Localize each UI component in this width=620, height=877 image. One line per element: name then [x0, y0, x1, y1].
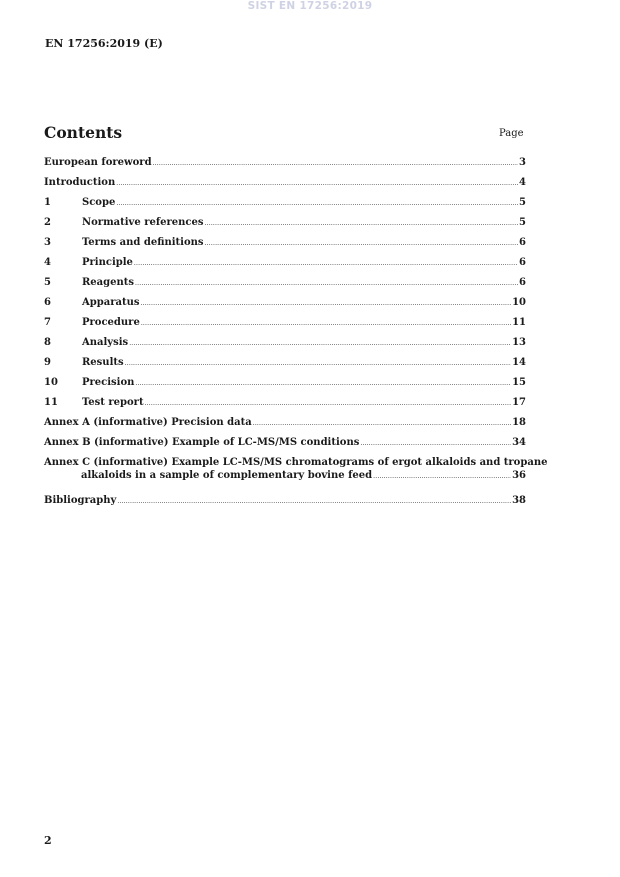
toc-leader-dots — [253, 417, 511, 430]
toc-leader-dots — [205, 237, 519, 250]
toc-entry-test-report[interactable] — [44, 396, 526, 416]
toc-entry-number: 11 — [44, 397, 58, 408]
toc-entry-title: Bibliography — [44, 495, 117, 506]
toc-entry-annex-c[interactable] — [44, 456, 548, 494]
toc-entry-precision[interactable] — [44, 376, 526, 396]
toc-entry-reagents[interactable] — [44, 276, 526, 296]
toc-leader-dots — [125, 357, 511, 370]
toc-leader-dots — [373, 470, 511, 483]
toc-entry-page: 36 — [512, 470, 526, 481]
toc-entry-title: Annex B (informative) Example of LC-MS/MS conditions — [44, 437, 360, 448]
toc-entry-normative-references[interactable] — [44, 216, 526, 236]
toc-entry-title-line1: Annex C (informative) Example LC-MS/MS chromatograms of ergot alkaloids and tropane — [44, 457, 548, 468]
toc-leader-dots — [134, 257, 518, 270]
toc-entry-page: 4 — [519, 177, 526, 188]
toc-entry-number: 9 — [44, 357, 51, 368]
toc-entry-bibliography[interactable] — [44, 494, 526, 514]
toc-entry-title: Annex A (informative) Precision data — [44, 417, 252, 428]
toc-entry-number: 7 — [44, 317, 51, 328]
toc-entry-page: 5 — [519, 217, 526, 228]
toc-entry-number: 5 — [44, 277, 51, 288]
toc-entry-title: European foreword — [44, 157, 152, 168]
toc-entry-title: Precision — [82, 377, 135, 388]
toc-entry-title: Results — [82, 357, 124, 368]
contents-title: Contents — [44, 123, 123, 142]
toc-entry-introduction[interactable] — [44, 176, 526, 196]
toc-leader-dots — [117, 495, 511, 508]
toc-entry-scope[interactable] — [44, 196, 526, 216]
toc-leader-dots — [145, 397, 512, 410]
toc-entry-title: Procedure — [82, 317, 140, 328]
toc-leader-dots — [153, 157, 518, 170]
toc-entry-number: 6 — [44, 297, 51, 308]
toc-entry-analysis[interactable] — [44, 336, 526, 356]
toc-entry-page: 15 — [512, 377, 526, 388]
toc-entry-page: 13 — [512, 337, 526, 348]
toc-entry-page: 34 — [512, 437, 526, 448]
toc-entry-number: 2 — [44, 217, 51, 228]
toc-entry-page: 38 — [512, 495, 526, 506]
toc-entry-number: 4 — [44, 257, 51, 268]
document-id: EN 17256:2019 (E) — [45, 37, 163, 50]
toc-entry-page: 6 — [519, 277, 526, 288]
toc-entry-title: Normative references — [82, 217, 204, 228]
toc-entry-title: Principle — [82, 257, 133, 268]
toc-entry-page: 14 — [512, 357, 526, 368]
toc-entry-title-line2: alkaloids in a sample of complementary bovine feed — [81, 470, 373, 481]
toc-entry-title: Scope — [82, 197, 116, 208]
toc-entry-page: 5 — [519, 197, 526, 208]
toc-leader-dots — [129, 337, 511, 350]
toc-leader-dots — [116, 197, 518, 210]
toc-entry-title: Introduction — [44, 177, 116, 188]
toc-entry-page: 3 — [519, 157, 526, 168]
toc-entry-terms-and-definitions[interactable] — [44, 236, 526, 256]
toc-leader-dots — [360, 437, 511, 450]
toc-leader-dots — [141, 297, 512, 310]
toc-entry-annex-a[interactable] — [44, 416, 526, 436]
page-number: 2 — [44, 834, 52, 847]
toc-entry-results[interactable] — [44, 356, 526, 376]
page-column-label: Page — [499, 128, 524, 139]
toc-entry-principle[interactable] — [44, 256, 526, 276]
toc-entry-page: 11 — [512, 317, 526, 328]
toc-entry-title: Analysis — [82, 337, 129, 348]
toc-leader-dots — [205, 217, 519, 230]
toc-entry-annex-b[interactable] — [44, 436, 526, 456]
toc-entry-page: 18 — [512, 417, 526, 428]
toc-leader-dots — [116, 177, 518, 190]
toc-entry-title: Apparatus — [82, 297, 140, 308]
toc-entry-number: 10 — [44, 377, 58, 388]
toc-entry-number: 3 — [44, 237, 51, 248]
toc-entry-title: Test report — [82, 397, 144, 408]
toc-entry-european-foreword[interactable] — [44, 156, 526, 176]
toc-entry-page: 17 — [512, 397, 526, 408]
toc-leader-dots — [135, 377, 511, 390]
toc-entry-apparatus[interactable] — [44, 296, 526, 316]
table-of-contents — [44, 156, 548, 514]
toc-entry-title: Reagents — [82, 277, 135, 288]
toc-entry-number: 8 — [44, 337, 51, 348]
toc-entry-page: 6 — [519, 257, 526, 268]
toc-entry-title: Terms and definitions — [82, 237, 204, 248]
toc-entry-number: 1 — [44, 197, 51, 208]
watermark: SIST EN 17256:2019 — [247, 0, 373, 12]
toc-entry-procedure[interactable] — [44, 316, 526, 336]
toc-entry-page: 6 — [519, 237, 526, 248]
toc-entry-page: 10 — [512, 297, 526, 308]
toc-leader-dots — [135, 277, 518, 290]
toc-leader-dots — [141, 317, 511, 330]
